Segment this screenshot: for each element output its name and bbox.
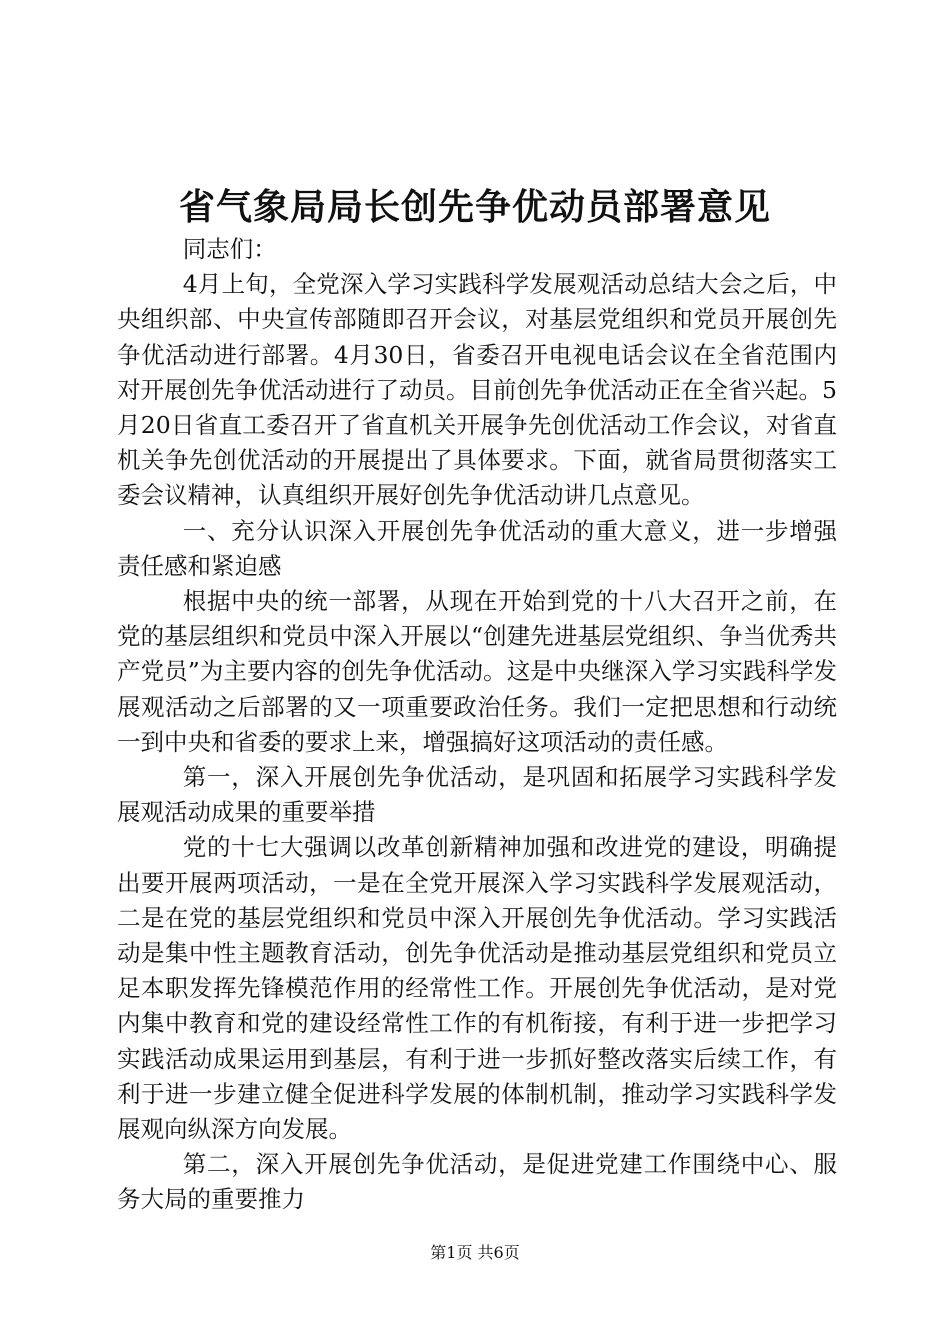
page-number: 第1页 共6页 bbox=[430, 1243, 520, 1262]
section-heading: 一、充分认识深入开展创先争优活动的重大意义，进一步增强责任感和紧迫感 bbox=[117, 516, 837, 580]
document-body bbox=[117, 232, 837, 1218]
document-title: 省气象局局长创先争优动员部署意见 bbox=[178, 186, 771, 228]
body-paragraph: 根据中央的统一部署，从现在开始到党的十八大召开之前，在党的基层组织和党员中深入开展以“创建先进基层党组织、争当优秀共产党员”为主要内容的创先争优活动。这是中央继深入学习实践科学发展观活动之后部署的又一项重要政治任务。我们一定把思想和行动统一到中央和省委的要求上来，增强搞好这项活动的责任感。 bbox=[117, 587, 837, 756]
subsection-heading: 第二，深入开展创先争优活动，是促进党建工作围绕中心、服务大局的重要推力 bbox=[117, 1150, 837, 1214]
subsection-heading: 第一，深入开展创先争优活动，是巩固和拓展学习实践科学发展观活动成果的重要举措 bbox=[117, 763, 837, 827]
salutation: 同志们： bbox=[182, 235, 277, 263]
body-paragraph: 党的十七大强调以改革创新精神加强和改进党的建设，明确提出要开展两项活动，一是在全党开展深入学习实践科学发展观活动，二是在党的基层党组织和党员中深入开展创先争优活动。学习实践活动是集中性主题教育活动，创先争优活动是推动基层党组织和党员立足本职发挥先锋模范作用的经常性工作。开展创先争优活动，是对党内集中教育和党的建设经常性工作的有机衔接，有利于进一步把学习实践活动成果运用到基层，有利于进一步抓好整改落实后续工作，有利于进一步建立健全促进科学发展的体制机制，推动学习实践科学发展观向纵深方向发展。 bbox=[117, 833, 837, 1144]
body-paragraph: 4月上旬，全党深入学习实践科学发展观活动总结大会之后，中央组织部、中央宣传部随即召开会议，对基层党组织和党员开展创先争优活动进行部署。4月30日，省委召开电视电话会议在全省范围内对开展创先争优活动进行了动员。目前创先争优活动正在全省兴起。5月20日省直工委召开了省直机关开展争先创优活动工作会议，对省直机关争先创优活动的开展提出了具体要求。下面，就省局贯彻落实工委会议精神，认真组织开展好创先争优活动讲几点意见。 bbox=[117, 270, 837, 510]
page-footer bbox=[0, 1243, 950, 1263]
